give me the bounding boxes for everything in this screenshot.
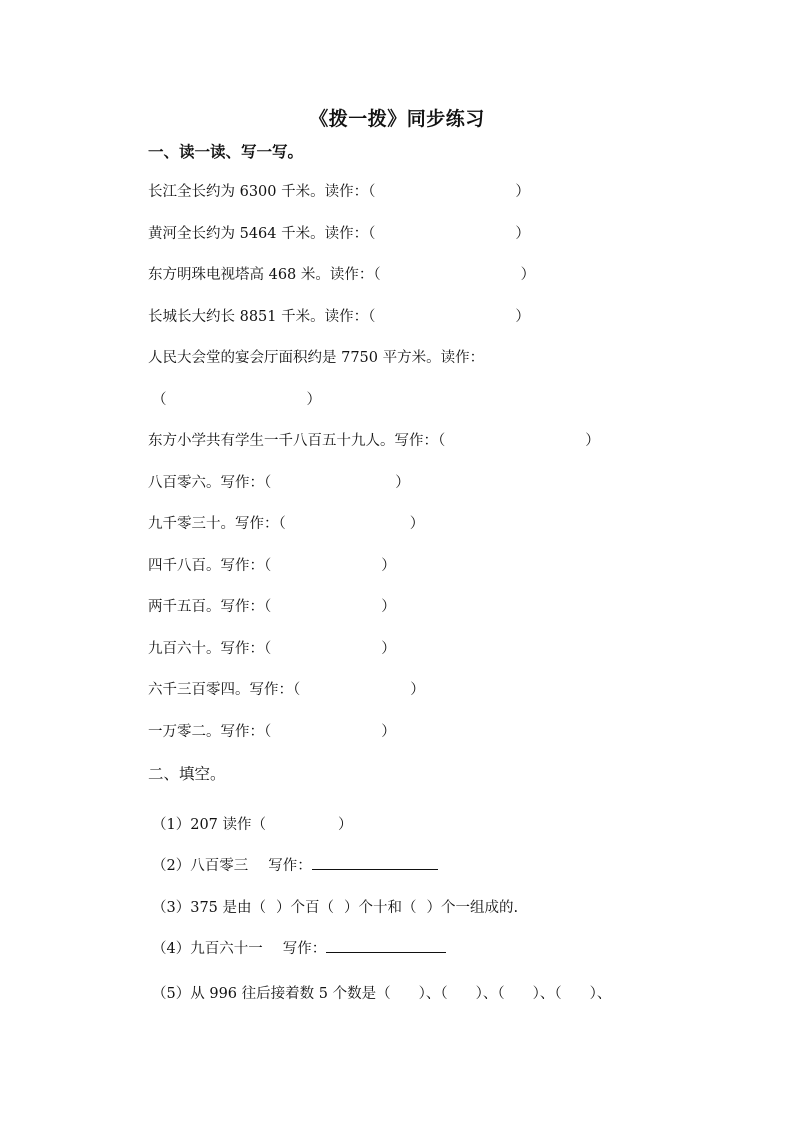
- question-1: （1）207 读作（ ）: [152, 817, 353, 833]
- list-item: 黄河全长约为 5464 千米。读作：（ ）: [148, 226, 530, 242]
- section-1-heading: 一、读一读、写一写。: [148, 142, 304, 161]
- question-4: （4）九百六十一 写作：: [152, 937, 446, 958]
- answer-underline[interactable]: [312, 855, 438, 870]
- list-item: 东方明珠电视塔高 468 米。读作：（ ）: [148, 267, 536, 283]
- page-title: 《拨一拨》同步练习: [309, 108, 485, 130]
- list-item: 四千八百。写作：（ ）: [148, 558, 396, 574]
- list-item: 九百六十。写作：（ ）: [148, 641, 396, 657]
- list-item: 一万零二。写作：（ ）: [148, 724, 396, 740]
- answer-underline[interactable]: [326, 938, 446, 953]
- section-2-heading: 二、填空。: [148, 765, 226, 783]
- question-3: （3）375 是由（ ）个百（ ）个十和（ ）个一组成的.: [152, 900, 519, 916]
- list-item: 八百零六。写作：（ ）: [148, 475, 410, 491]
- list-item: 人民大会堂的宴会厅面积约是 7750 平方米。读作：: [148, 350, 485, 366]
- list-item: 六千三百零四。写作：（ ）: [148, 682, 425, 698]
- question-5: （5）从 996 往后接着数 5 个数是（ ）、（ ）、（ ）、（ ）、: [152, 986, 612, 1002]
- list-item: 两千五百。写作：（ ）: [148, 599, 396, 615]
- question-2: （2）八百零三 写作：: [152, 854, 438, 875]
- list-item: 东方小学共有学生一千八百五十九人。写作：（ ）: [148, 433, 600, 449]
- list-item: 九千零三十。写作：（ ）: [148, 516, 425, 532]
- list-item: （ ）: [152, 392, 321, 408]
- list-item: 长江全长约为 6300 千米。读作：（ ）: [148, 184, 530, 200]
- list-item: 长城长大约长 8851 千米。读作：（ ）: [148, 309, 530, 325]
